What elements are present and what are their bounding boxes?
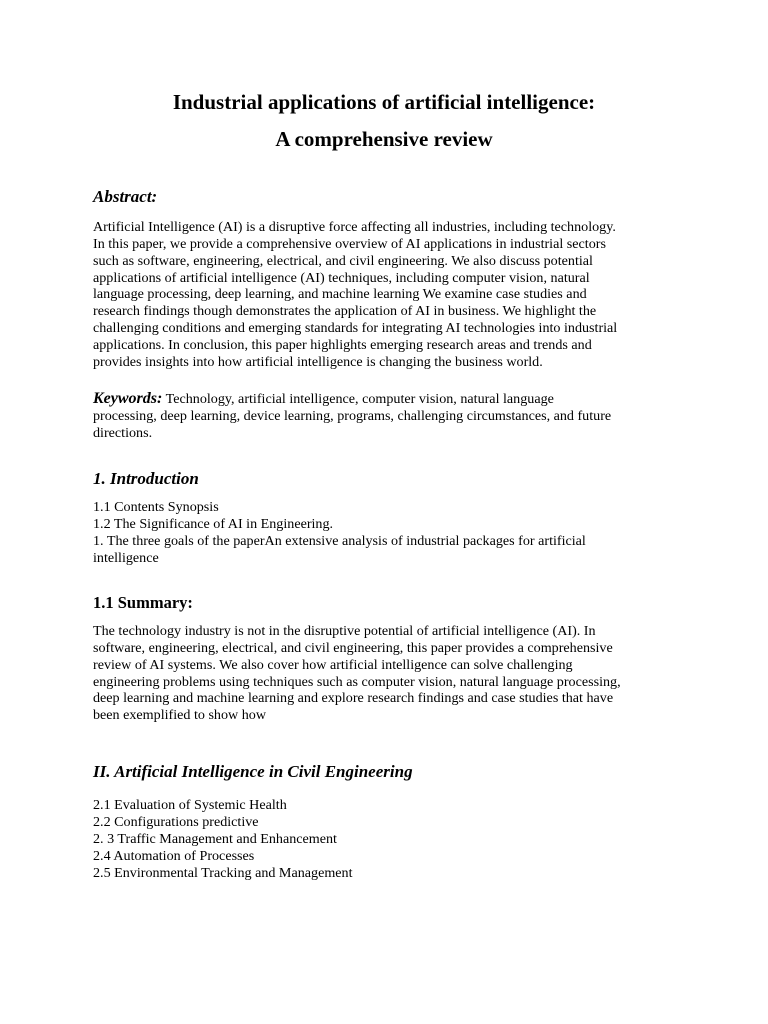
keywords-text: Technology, artificial intelligence, computer vision, natural language xyxy=(162,391,554,407)
abstract-line: Artificial Intelligence (AI) is a disruptive force affecting all industries, including technology. xyxy=(93,219,616,235)
list-item: 1.2 The Significance of AI in Engineering. xyxy=(93,516,334,532)
keywords-line: directions. xyxy=(93,424,153,441)
abstract-line: such as software, engineering, electrical, and civil engineering. We also discuss potential xyxy=(93,252,593,269)
abstract-line: In this paper, we provide a comprehensive overview of AI applications in industrial sectors xyxy=(93,235,606,252)
list-item: 2.4 Automation of Processes xyxy=(93,848,255,864)
paper-title-line-1: Industrial applications of artificial intelligence: xyxy=(172,90,596,114)
summary-line: The technology industry is not in the disruptive potential of artificial intelligence (AI). In xyxy=(93,623,596,639)
abstract-text xyxy=(93,219,683,371)
abstract-line: applications. In conclusion, this paper highlights emerging research areas and trends and xyxy=(93,336,592,353)
list-item: 1.1 Contents Synopsis xyxy=(93,499,219,515)
abstract-line: provides insights into how artificial intelligence is changing the business world. xyxy=(93,353,543,370)
summary-line: engineering problems using techniques such as computer vision, natural language processing, xyxy=(93,673,621,690)
summary-line: deep learning and machine learning and explore research findings and case studies that have xyxy=(93,690,614,707)
section-2-heading: II. Artificial Intelligence in Civil Engineering xyxy=(93,762,413,781)
keywords-label: Keywords: xyxy=(93,390,163,407)
list-item: 2. 3 Traffic Management and Enhancement xyxy=(93,831,337,847)
abstract-line: language processing, deep learning, and machine learning We examine case studies and xyxy=(93,286,587,303)
keywords-block xyxy=(93,391,683,442)
abstract-heading: Abstract: xyxy=(93,187,158,206)
introduction-list xyxy=(93,499,586,567)
list-item: 2.2 Configurations predictive xyxy=(93,814,259,830)
list-item: intelligence xyxy=(93,550,159,566)
summary-line: been exemplified to show how xyxy=(93,707,266,724)
list-item: 2.1 Evaluation of Systemic Health xyxy=(93,797,287,813)
summary-line: review of AI systems. We also cover how artificial intelligence can solve challenging xyxy=(93,656,573,673)
paper-title-line-2: A comprehensive review xyxy=(275,127,493,151)
list-item: 1. The three goals of the paperAn extensive analysis of industrial packages for artificial xyxy=(93,533,586,549)
section-2-list xyxy=(93,797,353,882)
keywords-line: processing, deep learning, device learning, programs, challenging circumstances, and future xyxy=(93,407,612,424)
list-item: 2.5 Environmental Tracking and Management xyxy=(93,865,353,881)
abstract-line: research findings though demonstrates the application of AI in business. We highlight the xyxy=(93,303,597,320)
abstract-line: applications of artificial intelligence (AI) techniques, including computer vision, natural xyxy=(93,269,590,286)
summary-line: software, engineering, electrical, and civil engineering, this paper provides a comprehensive xyxy=(93,639,613,656)
keywords-line xyxy=(93,391,683,408)
summary-text xyxy=(93,623,683,724)
summary-heading: 1.1 Summary: xyxy=(93,593,193,612)
introduction-heading: 1. Introduction xyxy=(93,469,199,488)
abstract-line: challenging conditions and emerging standards for integrating AI technologies into industrial xyxy=(93,320,618,337)
